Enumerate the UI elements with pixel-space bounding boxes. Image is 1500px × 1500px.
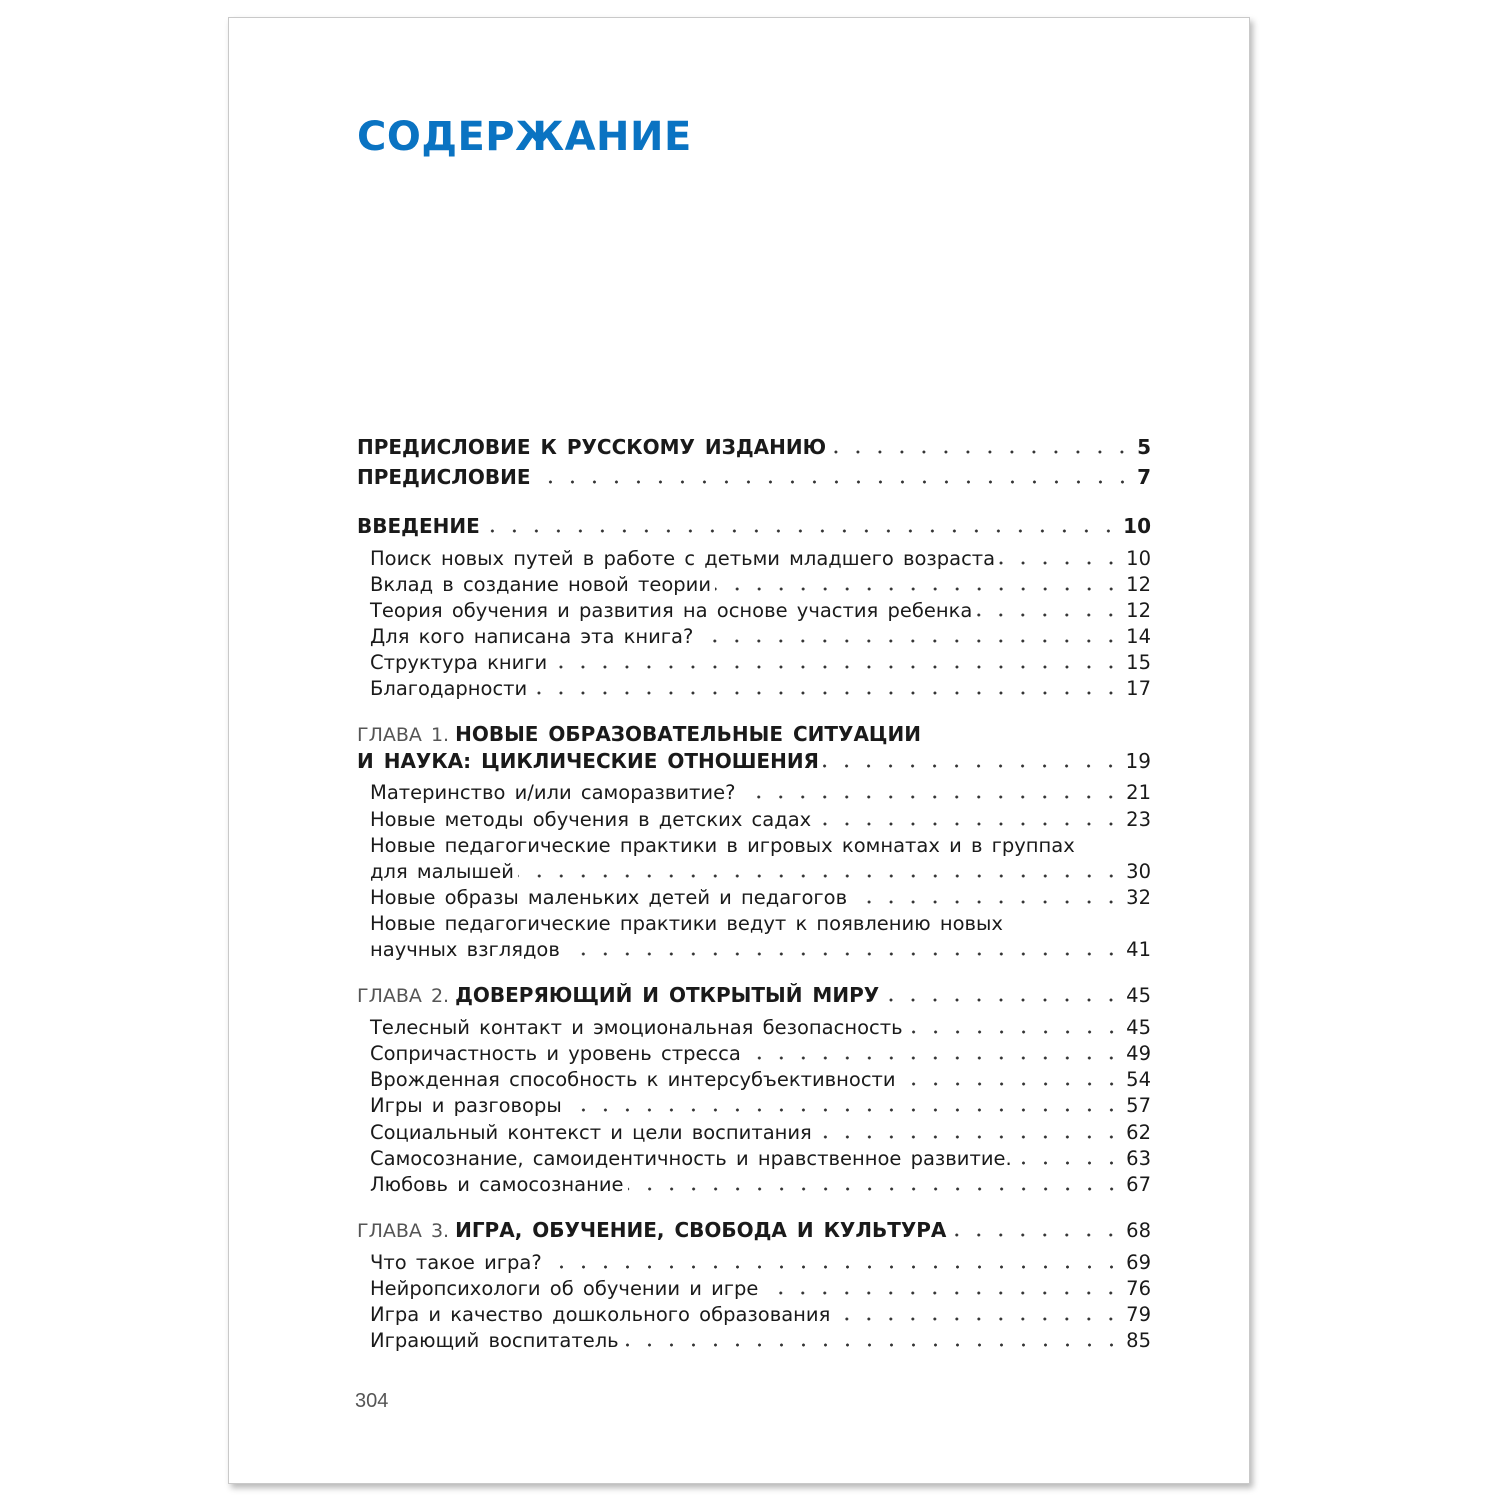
dot-leader <box>762 1291 1122 1295</box>
toc-entry-label: Врожденная способность к интерсубъективности <box>370 1068 896 1091</box>
chapter-1-heading-line2 <box>357 748 1151 774</box>
toc-entry-label: Новые методы обучения в детских садах <box>370 808 812 831</box>
page-number-footer: 304 <box>355 1390 389 1412</box>
dot-leader <box>834 1317 1122 1321</box>
chapter-1-heading-line1 <box>357 721 921 748</box>
toc-entry-label: Материнство и/или саморазвитие? <box>370 781 736 804</box>
chapter-3-heading <box>357 1217 1151 1244</box>
toc-entry-label: Вклад в создание новой теории <box>370 573 711 596</box>
toc-subentry-line1: Новые педагогические практики в игровых комнатах и в группах <box>370 834 1075 857</box>
toc-page-number: 14 <box>1126 625 1151 648</box>
toc-entry-label: Сопричастность и уровень стресса <box>370 1042 741 1065</box>
toc-entry-label: Теория обучения и развития на основе участия ребенка <box>370 599 973 622</box>
chapter-2-heading <box>357 982 1151 1009</box>
dot-leader <box>999 561 1122 565</box>
toc-entry-preface-russian <box>357 434 1151 460</box>
toc-subentry <box>370 1276 1151 1302</box>
toc-entry-label: научных взглядов <box>370 938 560 961</box>
toc-page-number: 54 <box>1126 1068 1151 1091</box>
toc-subentry <box>370 859 1151 885</box>
toc-page-number: 7 <box>1137 465 1151 489</box>
dot-leader <box>739 795 1122 799</box>
toc-entry-label: для малышей <box>370 860 514 883</box>
dot-leader <box>551 665 1122 669</box>
toc-subentry <box>370 1093 1151 1119</box>
toc-subentry <box>370 1120 1151 1146</box>
dot-leader <box>1016 1161 1122 1165</box>
toc-page-number: 21 <box>1126 781 1151 804</box>
toc-entry-label: Играющий воспитатель <box>370 1329 619 1352</box>
toc-entry-label: Поиск новых путей в работе с детьми младшего возраста <box>370 547 996 570</box>
toc-entry-preface <box>357 464 1151 490</box>
toc-page-number: 12 <box>1126 573 1151 596</box>
toc-subentry <box>370 937 1151 963</box>
dot-leader <box>535 480 1133 484</box>
toc-entry-label: ВВЕДЕНИЕ <box>357 514 480 538</box>
dot-leader <box>546 1265 1123 1269</box>
toc-entry-label: ПРЕДИСЛОВИЕ <box>357 465 531 489</box>
toc-entry-label: Благодарности <box>370 677 528 700</box>
toc-entry-label: Любовь и самосознание <box>370 1173 624 1196</box>
toc-subentry <box>370 1146 1151 1172</box>
toc-entry-label: ПРЕДИСЛОВИЕ К РУССКОМУ ИЗДАНИЮ <box>357 435 827 459</box>
dot-leader <box>564 952 1122 956</box>
toc-entry-label: Структура книги <box>370 651 548 674</box>
toc-page-number: 79 <box>1126 1303 1151 1326</box>
dot-leader <box>883 998 1122 1002</box>
toc-page-number: 49 <box>1126 1042 1151 1065</box>
chapter-prefix: ГЛАВА 2. <box>357 985 450 1007</box>
toc-page-number: 69 <box>1126 1251 1151 1274</box>
toc-entry-label: Социальный контекст и цели воспитания <box>370 1121 812 1144</box>
dot-leader <box>531 691 1122 695</box>
toc-page-number: 23 <box>1126 808 1151 831</box>
toc-entry-label: Что такое игра? <box>370 1251 542 1274</box>
toc-page-number: 10 <box>1123 514 1151 538</box>
toc-page-number: 63 <box>1126 1147 1151 1170</box>
toc-subentry <box>370 676 1151 702</box>
dot-leader <box>745 1056 1122 1060</box>
toc-page-number: 41 <box>1126 938 1151 961</box>
dot-leader <box>623 1343 1122 1347</box>
dot-leader <box>815 822 1122 826</box>
chapter-heading-text <box>357 1217 946 1244</box>
dot-leader <box>715 587 1122 591</box>
toc-page-number: 15 <box>1126 651 1151 674</box>
toc-entry-label: Телесный контакт и эмоциональная безопасность <box>370 1016 903 1039</box>
dot-leader <box>976 613 1122 617</box>
chapter-title: ИГРА, ОБУЧЕНИЕ, СВОБОДА И КУЛЬТУРА <box>455 1218 947 1242</box>
toc-subentry <box>370 546 1151 572</box>
toc-entry-label: Нейропсихологи об обучении и игре <box>370 1277 759 1300</box>
toc-subentry <box>370 807 1151 833</box>
toc-entry-label: Самосознание, самоидентичность и нравственное развитие. <box>370 1147 1012 1170</box>
toc-page-number: 67 <box>1126 1173 1151 1196</box>
toc-page-number: 76 <box>1126 1277 1151 1300</box>
toc-subentry <box>370 598 1151 624</box>
toc-subentry <box>370 572 1151 598</box>
dot-leader <box>907 1030 1123 1034</box>
dot-leader <box>950 1233 1122 1237</box>
chapter-prefix: ГЛАВА 1. <box>357 724 450 746</box>
toc-page-number: 30 <box>1126 860 1151 883</box>
toc-subentry <box>370 885 1151 911</box>
toc-page-number: 17 <box>1126 677 1151 700</box>
toc-subentry <box>370 1302 1151 1328</box>
dot-leader <box>816 1135 1122 1139</box>
dot-leader <box>566 1108 1122 1112</box>
dot-leader <box>851 900 1122 904</box>
toc-page-number: 19 <box>1125 749 1151 773</box>
dot-leader <box>823 764 1122 768</box>
toc-subentry <box>370 650 1151 676</box>
toc-entry-label: Игры и разговоры <box>370 1094 562 1117</box>
toc-subentry <box>370 780 1151 806</box>
chapter-title-continued: И НАУКА: ЦИКЛИЧЕСКИЕ ОТНОШЕНИЯ <box>357 749 819 773</box>
toc-subentry <box>370 1250 1151 1276</box>
toc-page-number: 57 <box>1126 1094 1151 1117</box>
toc-page-number: 45 <box>1126 984 1151 1007</box>
dot-leader <box>628 1187 1123 1191</box>
toc-entry-label: Игра и качество дошкольного образования <box>370 1303 831 1326</box>
chapter-prefix: ГЛАВА 3. <box>357 1220 450 1242</box>
toc-page-number: 68 <box>1126 1219 1151 1242</box>
chapter-heading-text <box>357 982 879 1009</box>
toc-subentry <box>370 624 1151 650</box>
toc-subentry <box>370 1041 1151 1067</box>
dot-leader <box>830 450 1133 454</box>
toc-page-number: 62 <box>1126 1121 1151 1144</box>
toc-entry-introduction <box>357 513 1151 539</box>
toc-entry-label: Для кого написана эта книга? <box>370 625 694 648</box>
toc-subentry <box>370 1067 1151 1093</box>
chapter-title: ДОВЕРЯЮЩИЙ И ОТКРЫТЫЙ МИРУ <box>455 983 880 1007</box>
toc-page-number: 5 <box>1137 435 1151 459</box>
dot-leader <box>484 529 1119 533</box>
toc-subentry <box>370 1172 1151 1198</box>
toc-subentry-line1: Новые педагогические практики ведут к появлению новых <box>370 912 1003 935</box>
chapter-title: НОВЫЕ ОБРАЗОВАТЕЛЬНЫЕ СИТУАЦИИ <box>455 722 921 746</box>
toc-page-number: 32 <box>1126 886 1151 909</box>
toc-page-number: 12 <box>1126 599 1151 622</box>
page-title: СОДЕРЖАНИЕ <box>357 114 692 160</box>
toc-entry-label: Новые образы маленьких детей и педагогов <box>370 886 848 909</box>
toc-page-number: 10 <box>1126 547 1151 570</box>
toc-page-number: 85 <box>1126 1329 1151 1352</box>
book-page <box>228 17 1250 1484</box>
dot-leader <box>518 874 1122 878</box>
toc-page-number: 45 <box>1126 1016 1151 1039</box>
toc-subentry <box>370 1328 1151 1354</box>
dot-leader <box>697 639 1122 643</box>
toc-subentry <box>370 1015 1151 1041</box>
dot-leader <box>900 1082 1123 1086</box>
